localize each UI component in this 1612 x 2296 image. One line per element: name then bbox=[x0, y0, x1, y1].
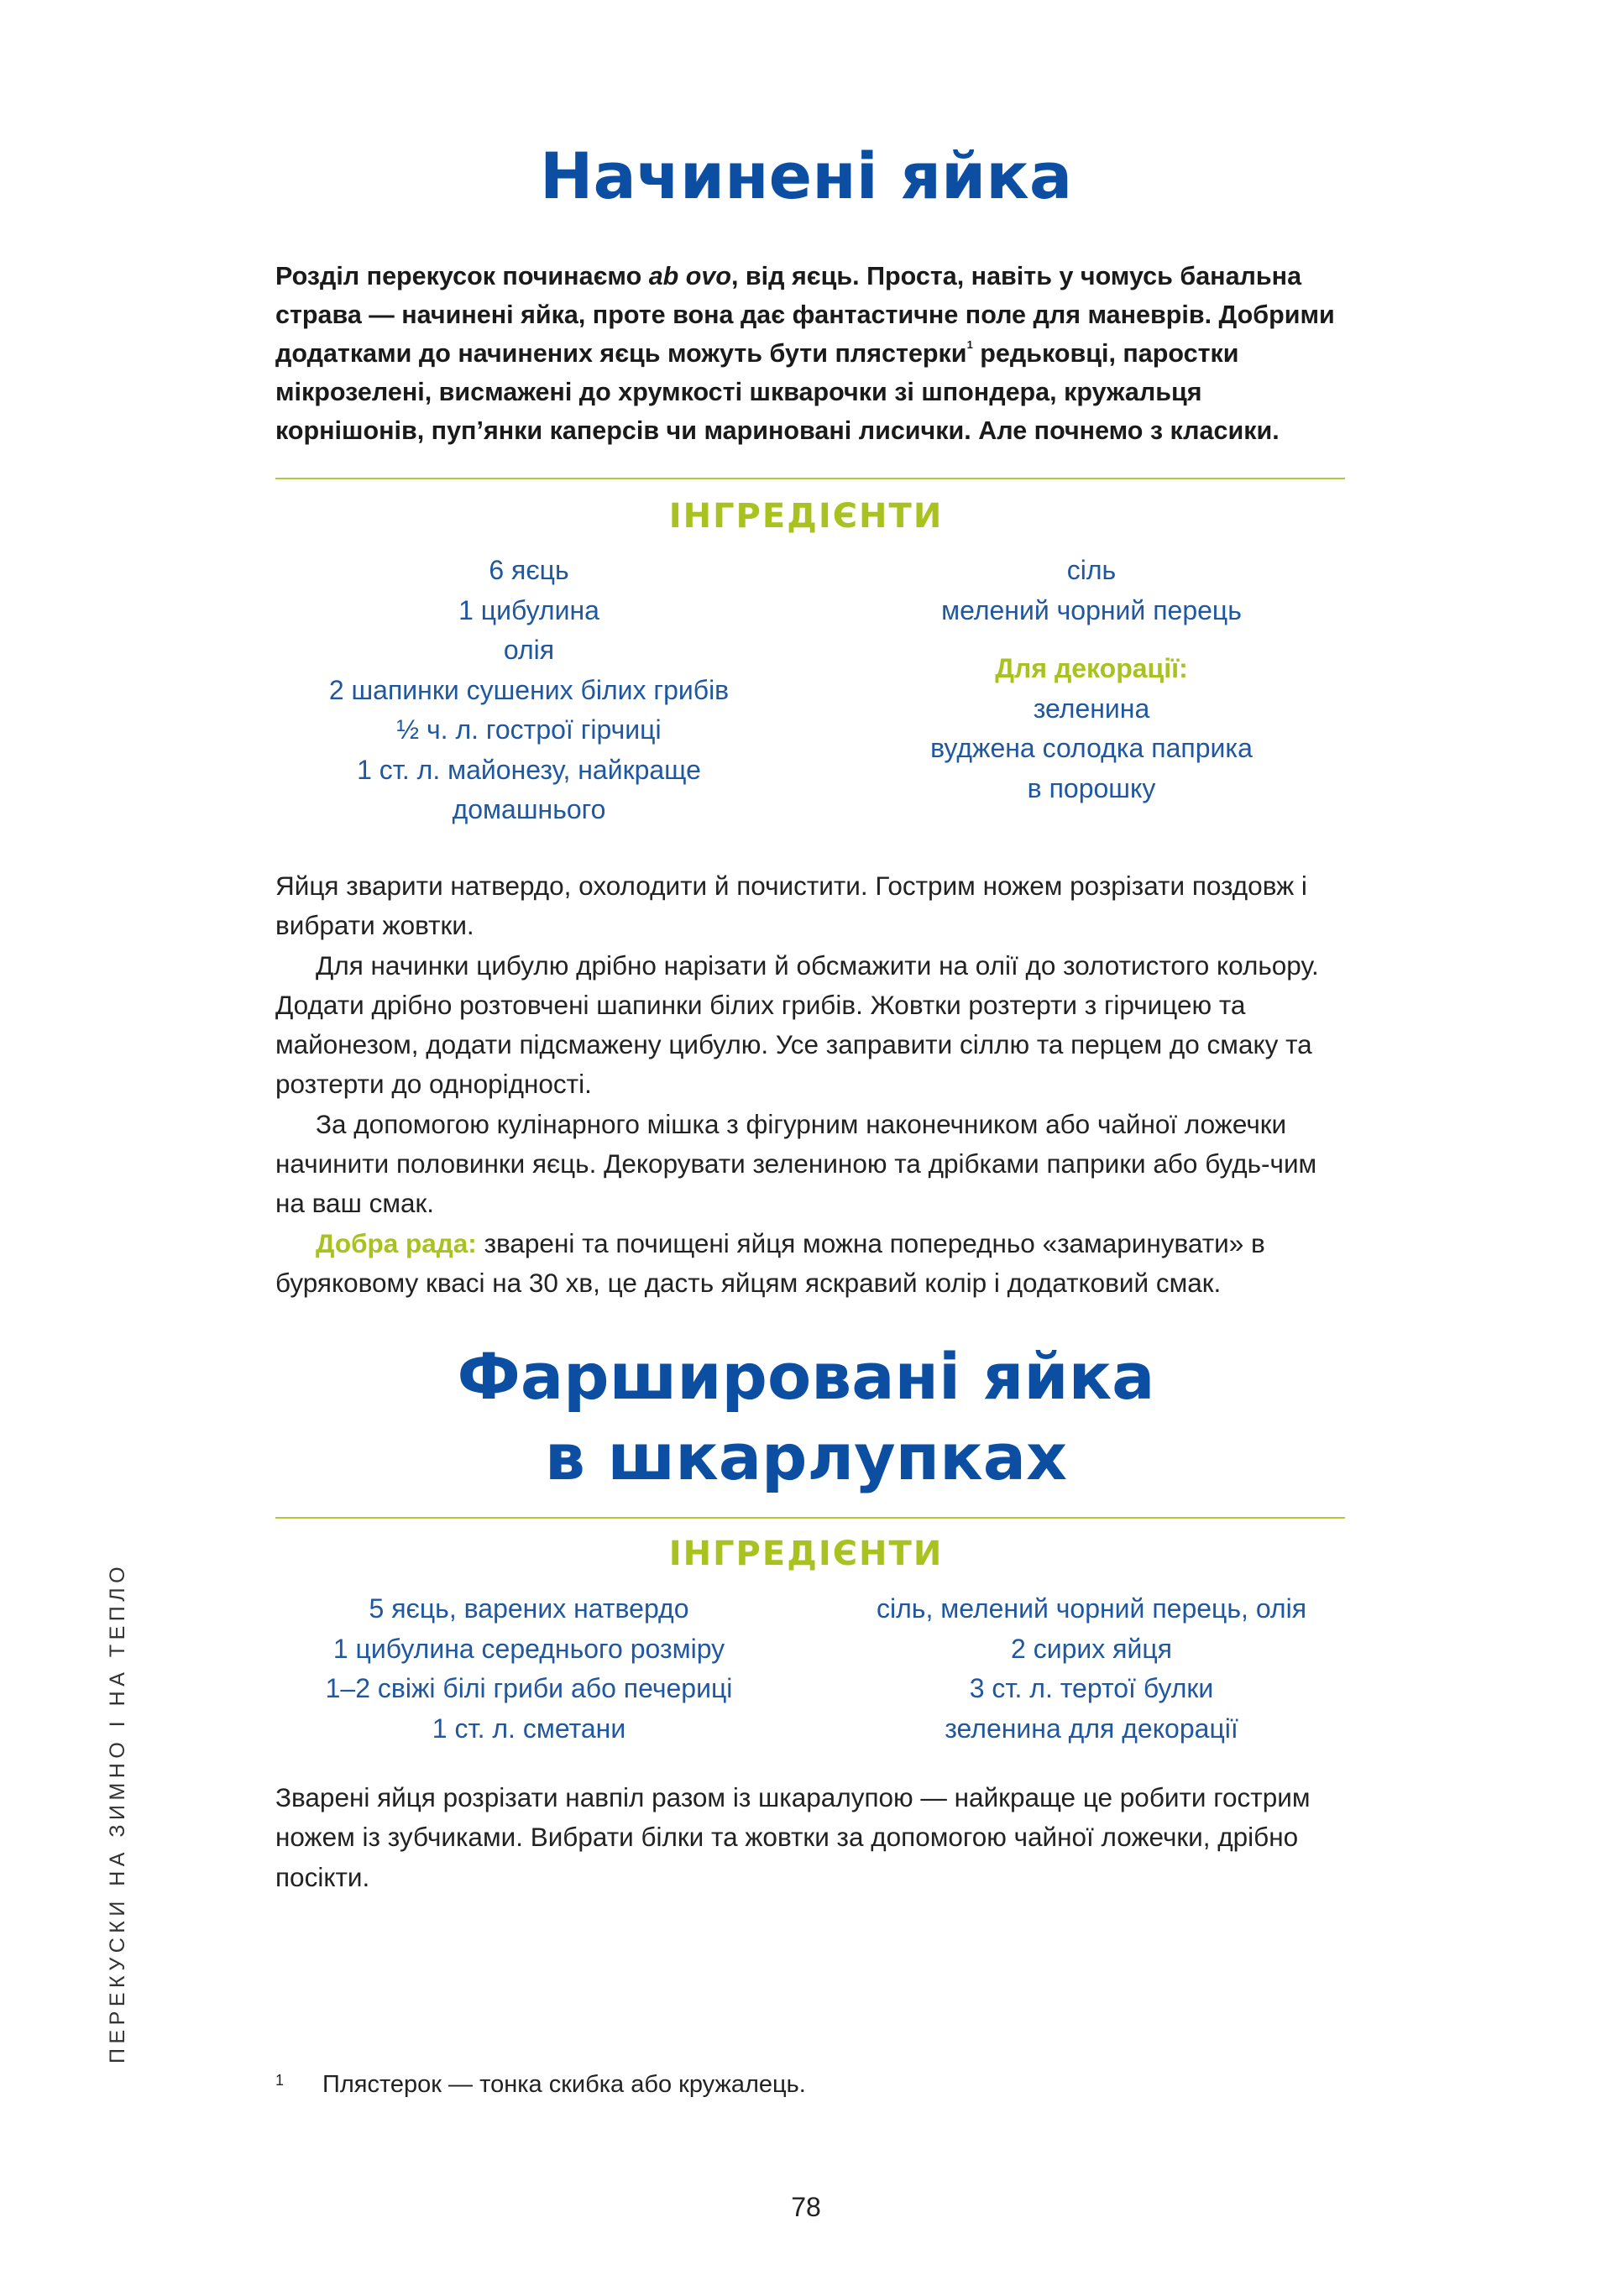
intro-text-1: Розділ перекусок починаємо bbox=[275, 262, 649, 290]
ingredients-right-column bbox=[840, 551, 1343, 808]
ingredients-right-column bbox=[798, 1589, 1385, 1749]
decor-item: в порошку bbox=[1027, 772, 1156, 803]
ingredient-item: 1–2 свіжі білі гриби або печериці bbox=[325, 1673, 733, 1703]
ingredient-item: 6 яєць bbox=[489, 555, 569, 585]
ingredients-left-column bbox=[277, 1589, 781, 1749]
ingredient-item: мелений чорний перець bbox=[941, 594, 1242, 625]
ingredient-item: сіль, мелений чорний перець, олія bbox=[876, 1593, 1307, 1624]
section-divider bbox=[275, 478, 1345, 479]
intro-text-3: редьковці, паростки мікрозелені, висмажені до хрумкості шкварочки зі шпондера, кружальця корнішонів, пуп’янки каперсів чи мариновані лисички. Але почнемо з класики. bbox=[275, 339, 1280, 445]
ingredient-item: 1 ст. л. майонезу, найкраще bbox=[357, 754, 701, 785]
tip-text: зварені та почищені яйця можна попередньо «замаринувати» в буряковому квасі на 30 хв, це дасть яйцям яскравий колір і додатковий смак. bbox=[275, 1227, 1265, 1298]
decor-item: вуджена солодка паприка bbox=[930, 733, 1253, 763]
ingredient-item: 2 сирих яйця bbox=[1011, 1633, 1172, 1664]
footnote-text: Плястерок — тонка скибка або кружалець. bbox=[322, 2071, 806, 2098]
footnote bbox=[275, 2063, 1345, 2101]
tip-paragraph bbox=[275, 1224, 1345, 1304]
method-paragraph: Яйця зварити натвердо, охолодити й почистити. Гострим ножем розрізати поздовж і вибрати жовтки. bbox=[275, 871, 1307, 941]
decor-item: зеленина bbox=[1033, 693, 1150, 724]
recipe-title: Начинені яйка bbox=[539, 139, 1073, 213]
ingredient-item: сіль bbox=[1066, 555, 1117, 585]
ingredients-left-column bbox=[277, 551, 781, 830]
recipe-method bbox=[275, 1778, 1345, 1897]
ingredient-item: 3 ст. л. тертої булки bbox=[969, 1673, 1214, 1703]
ingredient-item: зеленина для декорації bbox=[945, 1713, 1238, 1744]
section-side-label: ПЕРЕКУСКИ НА ЗИМНО І НА ТЕПЛО bbox=[106, 1561, 129, 2063]
ingredient-item: 1 цибулина bbox=[458, 594, 599, 625]
ingredients-heading: ІНГРЕДІЄНТИ bbox=[668, 497, 944, 536]
tip-label: Добра рада: bbox=[316, 1227, 477, 1258]
ingredient-item: 1 ст. л. сметани bbox=[432, 1713, 626, 1744]
ingredient-item: домашнього bbox=[452, 794, 606, 824]
page-number: 78 bbox=[791, 2192, 821, 2222]
ingredient-item: 5 яєць, варених натвердо bbox=[369, 1593, 689, 1624]
intro-text-2: , від яєць. Проста, навіть у чомусь банальна страва — начинені яйка, проте вона дає фантастичне поле для маневрів. Добрими додатками до начинених яєць можуть бути плястерки bbox=[275, 262, 1335, 368]
ingredient-item: 2 шапинки сушених білих грибів bbox=[328, 674, 730, 705]
recipe-title-line: Фаршировані яйка bbox=[457, 1339, 1155, 1414]
method-paragraph: Для начинки цибулю дрібно нарізати й обсмажити на олії до золотистого кольору. Додати дрібно розтовчені шапинки білих грибів. Жовтки розтерти з гірчицею та майонезом, додати підсмажену цибулю. Усе заправити сіллю та перцем до смаку та розтерти до однорідності. bbox=[275, 949, 1319, 1100]
footnote-mark: 1 bbox=[275, 2072, 285, 2089]
recipe-title-line: в шкарлупках bbox=[544, 1420, 1068, 1494]
section-divider bbox=[275, 1517, 1345, 1519]
method-paragraph: За допомогою кулінарного мішка з фігурним наконечником або чайної ложечки начинити половинки яєць. Декорувати зелениною та дрібками паприки або будь-чим на ваш смак. bbox=[275, 1108, 1317, 1219]
ingredients-heading: ІНГРЕДІЄНТИ bbox=[668, 1535, 944, 1573]
recipe-method bbox=[275, 866, 1345, 1303]
method-paragraph: Зварені яйця розрізати навпіл разом із шкаралупою — найкраще це робити гострим ножем із зубчиками. Вибрати білки та жовтки за допомогою чайної ложечки, дрібно посікти. bbox=[275, 1782, 1311, 1892]
footnote-ref[interactable]: 1 bbox=[966, 338, 973, 351]
recipe-intro bbox=[275, 257, 1345, 450]
ingredient-item: 1 цибулина середнього розміру bbox=[332, 1633, 725, 1664]
decor-heading: Для декорації: bbox=[995, 653, 1188, 683]
recipe-title bbox=[0, 1336, 1612, 1498]
ingredient-item: ½ ч. л. гострої гірчиці bbox=[396, 714, 662, 745]
ingredient-item: олія bbox=[503, 635, 555, 665]
intro-italic: ab ovo bbox=[648, 262, 731, 290]
